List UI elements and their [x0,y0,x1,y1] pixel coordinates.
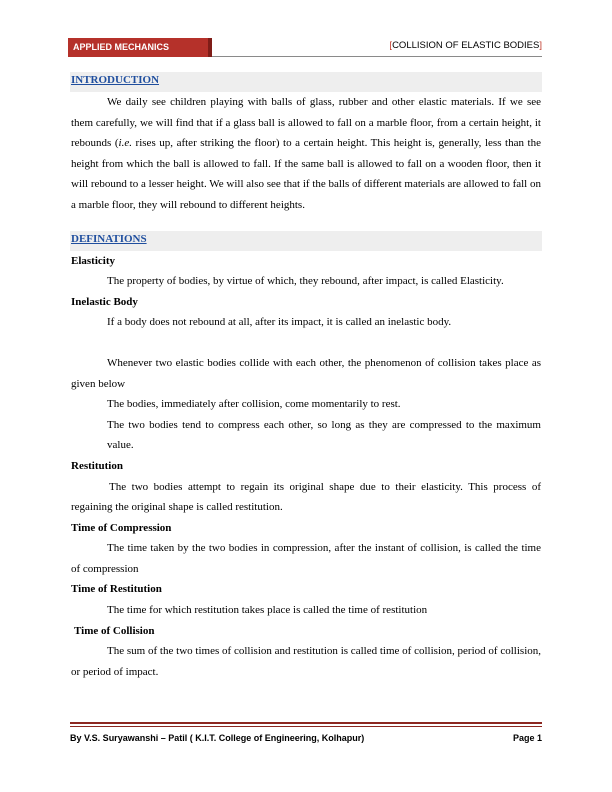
page-header [68,38,542,58]
collision-step-1: The bodies, immediately after collision, come momentarily to rest. [107,398,401,411]
bracket-open: [ [389,40,393,51]
intro-text-1: We daily see children playing with balls of glass, rubber and other elastic materials. If we see them carefully, we will find that if a glass ball is allowed to fall on a marble floor, from a certain height, it rebounds ( [71,96,541,150]
collision-intro: Whenever two elastic bodies collide with each other, the phenomenon of collision takes place as given below [71,356,541,390]
subject-tag: APPLIED MECHANICS [68,38,208,57]
page-body [71,72,541,682]
inelastic-title: Inelastic Body [71,295,138,308]
compression-time-title: Time of Compression [71,521,172,534]
page-number: Page 1 [512,733,542,743]
introduction-heading: INTRODUCTION [70,72,542,92]
collision-time-title: Time of Collision [74,624,155,637]
compression-time-text: The time taken by the two bodies in compression, after the instant of collision, is called the time of compression [71,542,541,575]
footer-rule [70,722,542,724]
spacer [71,333,541,353]
footer-text [70,733,542,745]
subject-tag-edge [208,38,212,57]
header-rule [212,56,542,57]
inelastic-text: If a body does not rebound at all, after its impact, it is called an inelastic body. [107,316,452,329]
page-footer [70,722,542,745]
elasticity-text: The property of bodies, by virtue of which, they rebound, after impact, is called Elasticity. [107,275,504,288]
collision-time-text: The sum of the two times of collision and restitution is called time of collision, period of collision, or period of impact. [71,645,541,678]
chapter-title [389,40,542,51]
restitution-title: Restitution [71,459,123,472]
spacer [71,216,541,231]
introduction-paragraph [71,92,541,216]
restitution-text: The two bodies attempt to regain its original shape due to their elasticity. This process of regaining the original shape is called restitution. [71,480,541,514]
chapter-title-text: COLLISION OF ELASTIC BODIES [392,40,540,51]
restitution-time-title: Time of Restitution [71,583,162,596]
intro-text-2: rises up, after striking the floor) to a certain height. This height is, generally, less than the height from which the ball is allowed to fall. If the same ball is allowed to fall on a wooden floor, then it will rebound to a lesser height. We will also see that if the balls of different materials are allowed to fall on a marble floor, they will rebound to different heights. [71,137,541,211]
footer-rule-thin [70,726,542,727]
definitions-heading: DEFINATIONS [70,231,542,251]
footer-author: By V.S. Suryawanshi – Patil ( K.I.T. College of Engineering, Kolhapur) [70,733,365,743]
collision-step-2: The two bodies tend to compress each other, so long as they are compressed to the maximum value. [107,418,541,452]
elasticity-title: Elasticity [71,254,115,267]
bracket-close: ] [539,40,542,51]
restitution-time-text: The time for which restitution takes place is called the time of restitution [107,604,428,617]
intro-text-italic: i.e. [118,137,132,150]
